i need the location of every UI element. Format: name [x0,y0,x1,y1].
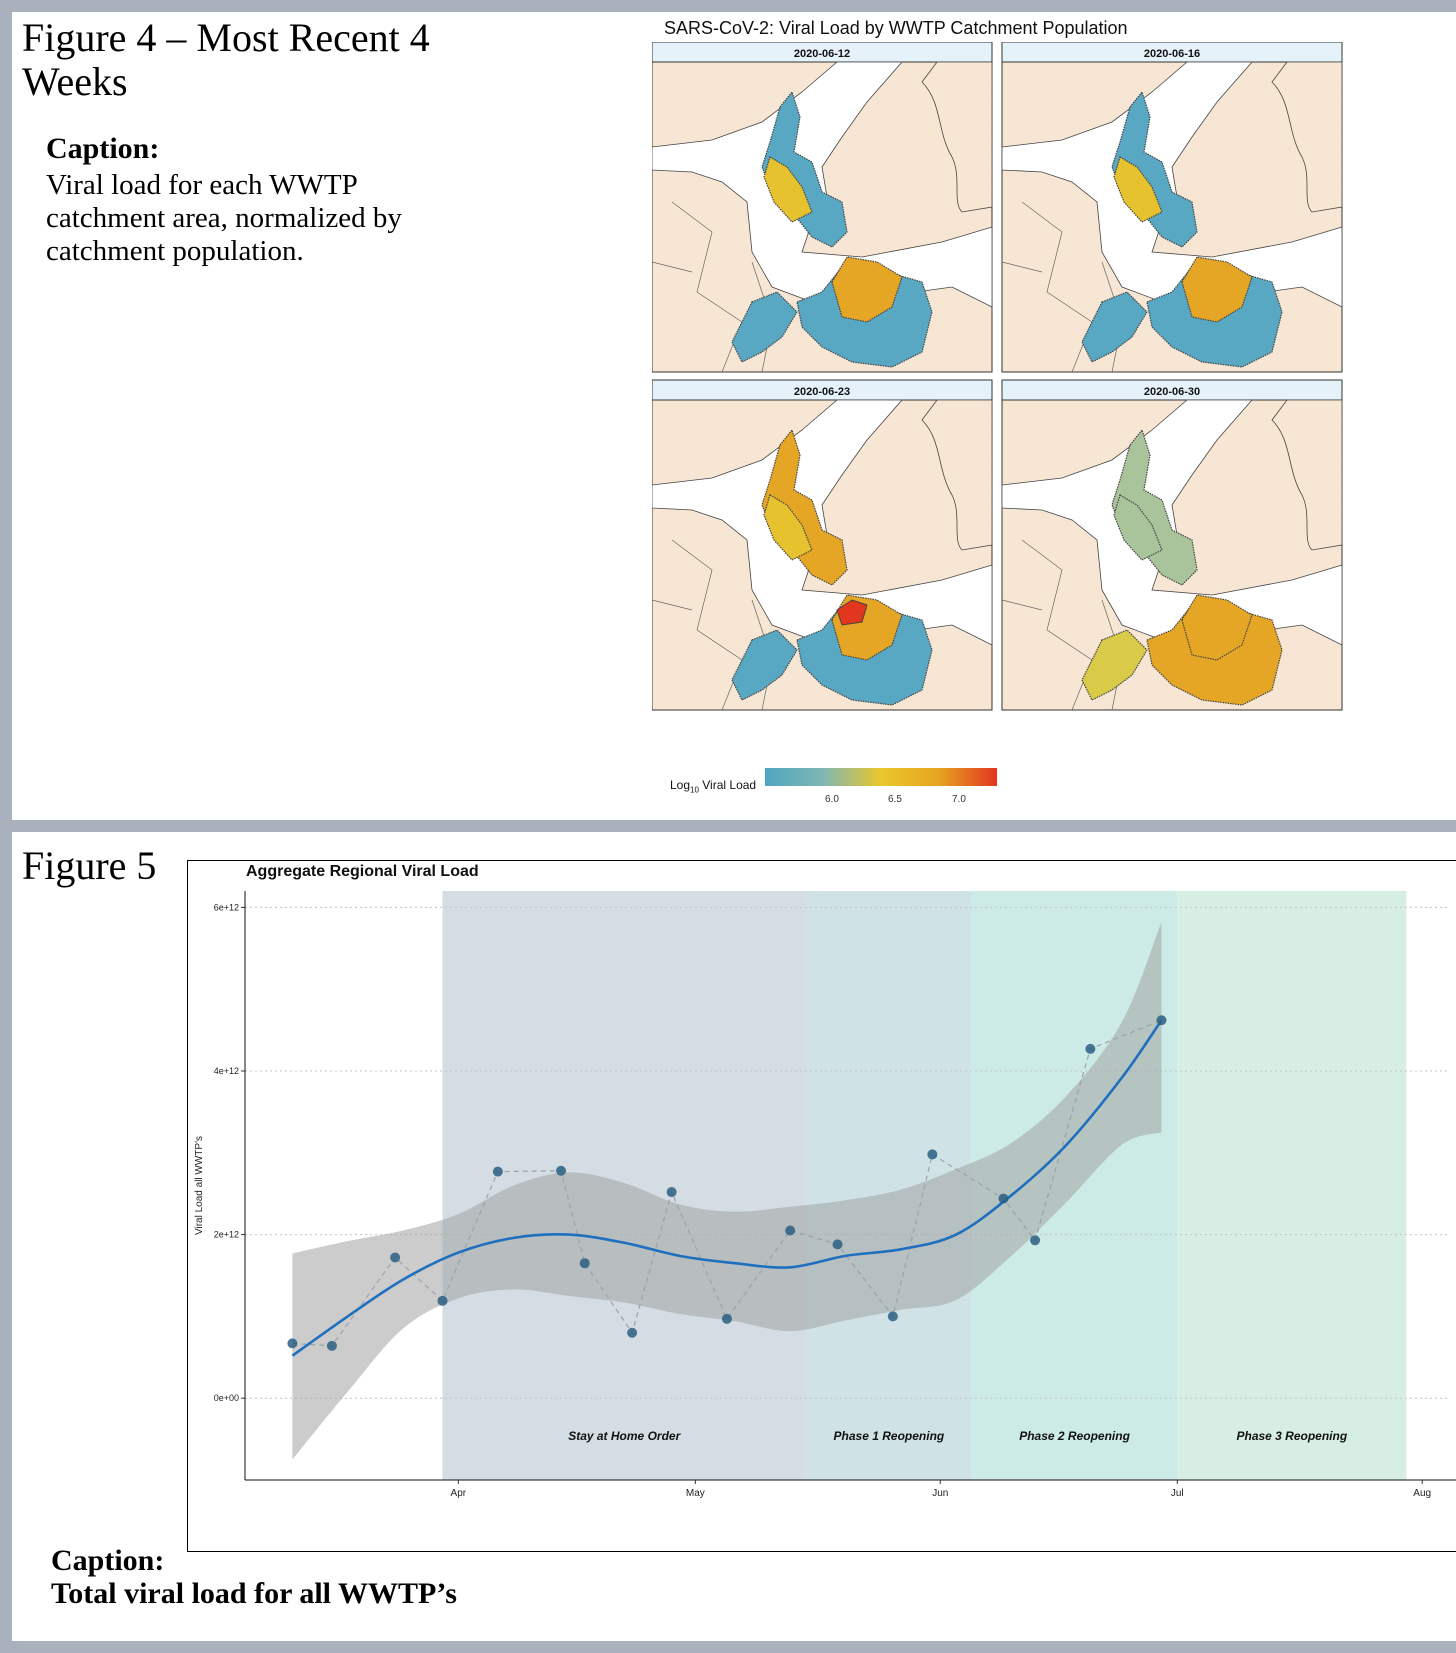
phase-label-1: Stay at Home Order [568,1429,681,1443]
facet-label: 2020-06-30 [1143,386,1201,398]
data-point-5 [493,1167,503,1177]
legend-tick-6-5: 6.5 [888,794,902,805]
data-point-14 [927,1149,937,1159]
phase-band-4 [1177,891,1406,1480]
x-tick-label-1: May [685,1488,705,1499]
facet-map [1002,400,1342,710]
map-facet-2020-06-23 [652,380,992,710]
legend-tick-7-0: 7.0 [952,794,966,805]
chart-title: Aggregate Regional Viral Load [246,863,479,880]
map-title: SARS-CoV-2: Viral Load by WWTP Catchment Population [664,18,1128,38]
facet-label: 2020-06-16 [1143,48,1201,60]
facet-label: 2020-06-12 [793,48,851,60]
legend-colorbar [765,768,997,786]
legend-title: Log$_{10}$ Viral Load [670,778,757,795]
figure4-caption-label: Caption: [46,132,160,165]
legend-tick-6-0: 6.0 [825,794,839,805]
x-tick-label-2: Jun [932,1488,949,1499]
figure4-title: Figure 4 – Most Recent 4 Weeks [22,15,430,104]
figure5-panel [12,832,1456,1641]
chart-plot [188,861,1456,1551]
data-point-4 [438,1296,448,1306]
data-point-17 [1085,1044,1095,1054]
data-point-9 [667,1187,677,1197]
y-axis-label: Viral Load all WWTP's [194,1136,205,1235]
figure5-caption-text: Total viral load for all WWTP’s [51,1577,457,1610]
facet-label: 2020-06-23 [793,386,851,398]
map-facet-2020-06-16 [1002,42,1342,372]
data-point-13 [888,1311,898,1321]
y-tick-label-3: 6e+12 [213,902,239,913]
facet-map [652,400,992,710]
data-point-16 [1030,1235,1040,1245]
data-point-18 [1156,1015,1166,1025]
data-point-6 [556,1166,566,1176]
figure5-title: Figure 5 [22,843,157,888]
data-point-2 [327,1341,337,1351]
data-point-7 [580,1258,590,1268]
y-tick-label-1: 2e+12 [213,1229,239,1240]
data-point-1 [287,1338,297,1348]
phase-label-3: Phase 2 Reopening [1019,1429,1130,1443]
phase-label-2: Phase 1 Reopening [833,1429,945,1443]
data-point-8 [627,1328,637,1338]
x-tick-label-3: Jul [1170,1488,1184,1499]
y-tick-label-2: 4e+12 [213,1065,239,1076]
data-point-3 [390,1252,400,1262]
map-facets [652,42,1412,802]
map-facet-2020-06-30 [1002,380,1342,710]
figure4-caption-text: Viral load for each WWTP catchment area, normalized by catchment population. [46,169,402,267]
data-point-10 [722,1314,732,1324]
data-point-15 [998,1194,1008,1204]
map-facet-2020-06-12 [652,42,992,372]
chart-frame [187,860,1456,1552]
x-tick-label-4: Aug [1413,1488,1432,1499]
phase-label-4: Phase 3 Reopening [1236,1429,1348,1443]
y-tick-label-0: 0e+00 [213,1393,239,1404]
x-tick-label-0: Apr [450,1488,467,1499]
figure4-panel [12,12,1456,820]
facet-map [652,62,992,372]
figure5-caption-label: Caption: [51,1544,165,1577]
facet-map [1002,62,1342,372]
data-point-11 [785,1225,795,1235]
data-point-12 [833,1239,843,1249]
